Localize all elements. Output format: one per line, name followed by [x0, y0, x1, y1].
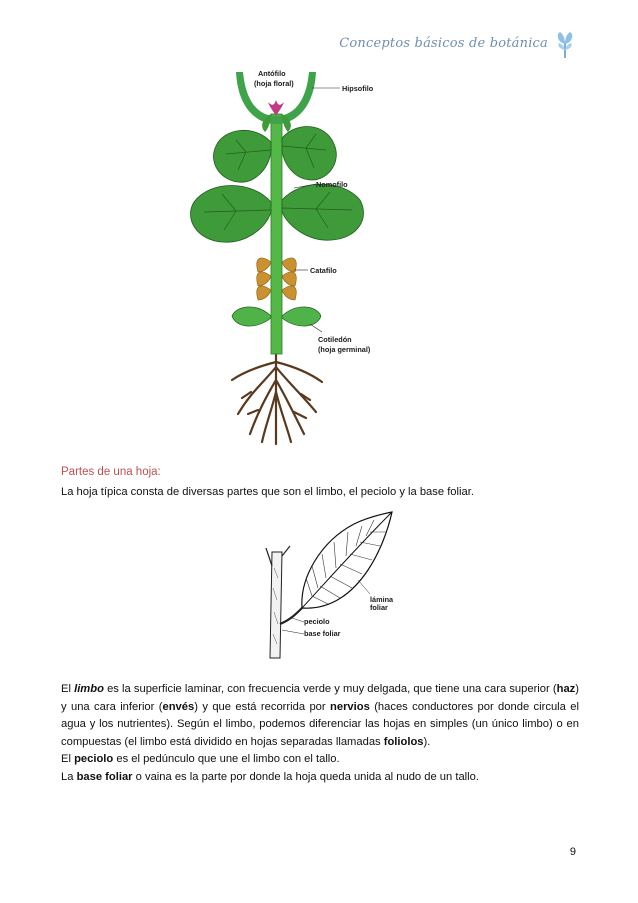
- header-title: Conceptos básicos de botánica: [339, 36, 548, 51]
- term-limbo: limbo: [74, 683, 104, 695]
- plant-leaf-types-figure: [176, 62, 406, 447]
- label-antofilo: Antófilo: [258, 69, 286, 78]
- label-lamina: lámina: [370, 595, 394, 604]
- section-heading: Partes de una hoja:: [61, 466, 161, 478]
- label-hoja-floral: (hoja floral): [254, 79, 294, 88]
- label-foliar: foliar: [370, 603, 388, 612]
- term-base-foliar: base foliar: [76, 770, 133, 783]
- stem: [271, 114, 282, 354]
- term-enves: envés: [162, 700, 195, 713]
- term-foliolos: foliolos: [383, 735, 424, 748]
- petiole: [280, 608, 302, 624]
- label-base-foliar: base foliar: [304, 629, 341, 638]
- page-number: 9: [569, 846, 576, 858]
- label-cotiledon: Cotiledón: [318, 335, 352, 344]
- label-hipsofilo: Hipsofilo: [342, 84, 374, 93]
- term-peciolo: peciolo: [74, 753, 114, 765]
- leaf-icon: [554, 30, 576, 60]
- paragraph-peciolo: El peciolo es el pedúnculo que une el limbo con el tallo.: [61, 753, 340, 765]
- label-catafilo: Catafilo: [310, 266, 337, 275]
- label-hoja-germinal: (hoja germinal): [318, 345, 371, 354]
- label-nomofilo: Nomofilo: [316, 180, 348, 189]
- paragraph-limbo: El limbo es la superficie laminar, con frecuencia verde y muy delgada, que tiene una cara superior (haz) y una cara inferior (envés) y que está recorrida por nervios (haces conductores por donde circula el agua y los nutrientes). Según el limbo, podemos diferenciar las hojas en simples (un único limbo) o en compuestas (el limbo está dividido en hojas separadas llamadas foliolos).: [61, 683, 579, 748]
- term-nervios: nervios: [330, 700, 370, 713]
- term-haz: haz: [556, 683, 576, 695]
- body-text: [61, 681, 579, 786]
- roots: [232, 352, 322, 444]
- leaf-parts-figure: [258, 508, 398, 663]
- intro-paragraph: La hoja típica consta de diversas partes que son el limbo, el peciolo y la base foliar.: [61, 486, 474, 498]
- paragraph-base-foliar: La base foliar o vaina es la parte por donde la hoja queda unida al nudo de un tallo.: [61, 770, 479, 783]
- label-peciolo: peciolo: [304, 617, 330, 626]
